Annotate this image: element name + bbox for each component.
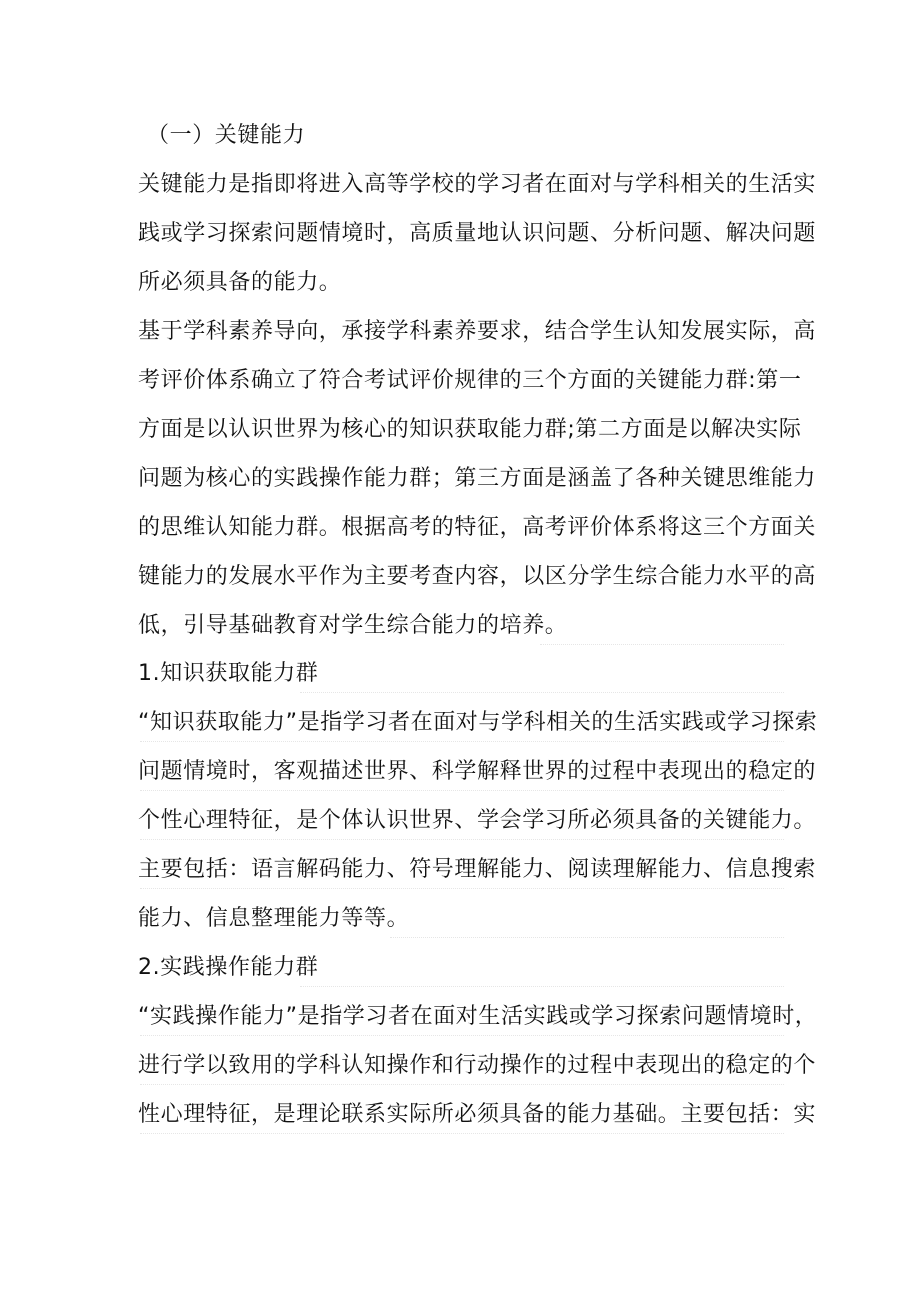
divider: [540, 644, 784, 645]
paragraph-line: 所必须具备的能力。: [138, 270, 342, 295]
paragraph-line: 问题情境时，客观描述世界、科学解释世界的过程中表现出的稳定的: [138, 759, 817, 784]
divider: [140, 790, 784, 791]
paragraph-line: 个性心理特征，是个体认识世界、学会学习所必须具备的关键能力。: [138, 808, 817, 833]
divider: [390, 937, 784, 938]
paragraph-line: 主要包括：语言解码能力、符号理解能力、阅读理解能力、信息搜索: [138, 857, 817, 882]
paragraph-line: 方面是以认识世界为核心的知识获取能力群;第二方面是以解决实际: [138, 417, 802, 442]
section-heading: （一）关键能力: [147, 123, 306, 148]
paragraph-line: 性心理特征，是理论联系实际所必须具备的能力基础。主要包括：实: [138, 1102, 817, 1127]
paragraph-line: 进行学以致用的学科认知操作和行动操作的过程中表现出的稳定的个: [138, 1053, 817, 1078]
paragraph-line: 问题为核心的实践操作能力群；第三方面是涵盖了各种关键思维能力: [138, 466, 817, 491]
paragraph-line: “知识获取能力”是指学习者在面对与学科相关的生活实践或学习探索: [138, 710, 818, 735]
paragraph-line: 践或学习探索问题情境时，高质量地认识问题、分析问题、解决问题: [138, 221, 817, 246]
divider: [140, 1035, 784, 1036]
divider: [300, 986, 784, 987]
subsection-title: 1.知识获取能力群: [138, 661, 319, 686]
paragraph-line: 考评价体系确立了符合考试评价规律的三个方面的关键能力群:第一: [138, 368, 802, 393]
divider: [140, 1133, 784, 1134]
divider: [140, 888, 784, 889]
divider: [300, 692, 784, 693]
paragraph-line: 的思维认知能力群。根据高考的特征，高考评价体系将这三个方面关: [138, 515, 817, 540]
paragraph-line: 能力、信息整理能力等等。: [138, 906, 410, 931]
paragraph-line: 键能力的发展水平作为主要考查内容，以区分学生综合能力水平的高: [138, 564, 817, 589]
subsection-title: 2.实践操作能力群: [138, 955, 319, 980]
paragraph-line: 低，引导基础教育对学生综合能力的培养。: [138, 613, 568, 638]
paragraph-line: “实践操作能力”是指学习者在面对生活实践或学习探索问题情境时，: [138, 1004, 818, 1029]
paragraph-line: 基于学科素养导向，承接学科素养要求，结合学生认知发展实际，高: [138, 319, 817, 344]
paragraph-line: 关键能力是指即将进入高等学校的学习者在面对与学科相关的生活实: [138, 172, 817, 197]
divider: [140, 1084, 784, 1085]
divider: [140, 741, 784, 742]
divider: [140, 839, 784, 840]
